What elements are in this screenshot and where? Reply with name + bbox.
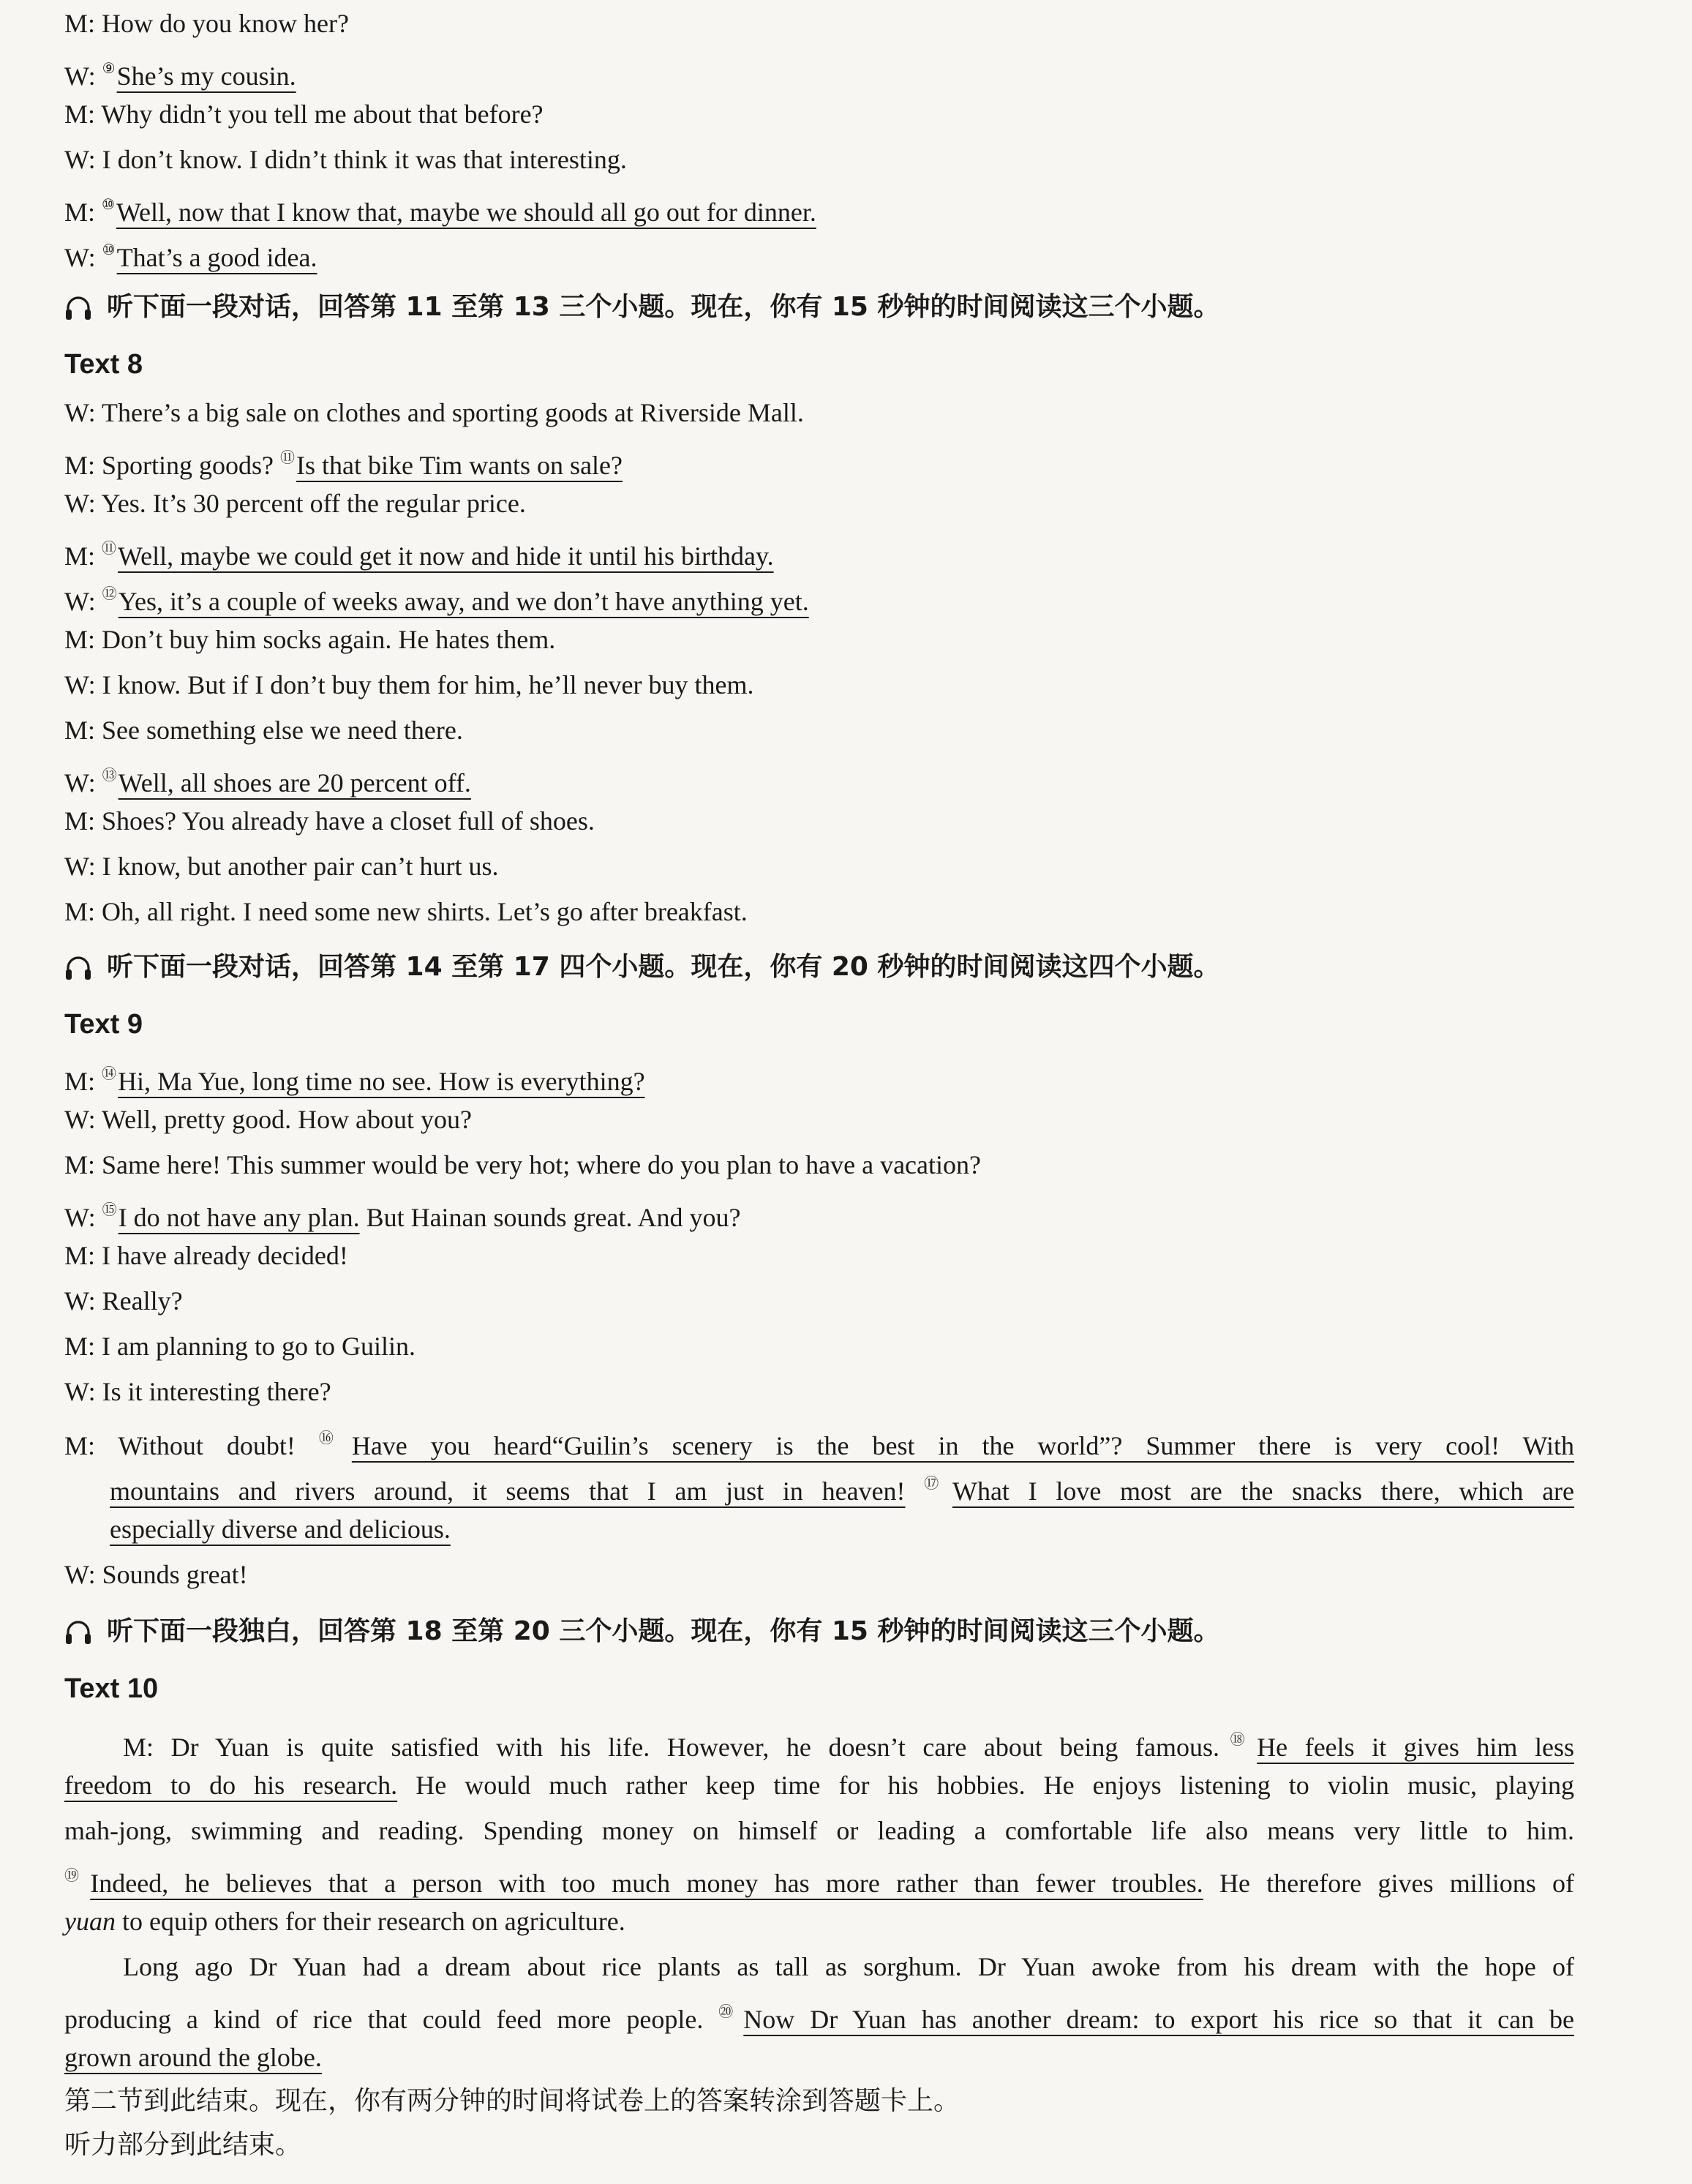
underlined-answer: Now Dr Yuan has another dream: to export his rice so that it can be bbox=[743, 2005, 1575, 2034]
answer-marker: ⑲ bbox=[64, 1868, 89, 1884]
underlined-answer: freedom to do his research. bbox=[64, 1771, 398, 1800]
dialogue-line: M: Why didn’t you tell me about that before? bbox=[64, 100, 544, 129]
dialogue-line: M: How do you know her? bbox=[64, 9, 349, 38]
monologue-line: Long ago Dr Yuan had a dream about rice plants as tall as sorghum. Dr Yuan awoke from his dream with the hope of bbox=[123, 1952, 1574, 1981]
answer-marker: ⑫ bbox=[102, 586, 117, 602]
answer-marker: ⑪ bbox=[280, 450, 296, 466]
listening-end-note: 听力部分到此结束。 bbox=[64, 2130, 302, 2160]
underlined-answer: He feels it gives him less bbox=[1257, 1733, 1574, 1762]
underlined-answer: What I love most are the snacks there, which are bbox=[952, 1476, 1575, 1506]
dialogue-line: W: There’s a big sale on clothes and sporting goods at Riverside Mall. bbox=[64, 398, 804, 427]
answer-marker: ⑩ bbox=[102, 197, 115, 213]
answer-marker: ⑨ bbox=[102, 61, 116, 77]
dialogue-line: M: I have already decided! bbox=[64, 1241, 348, 1270]
dialogue-line: W: ⑮I do not have any plan. But Hainan sounds great. And you? bbox=[64, 1202, 741, 1232]
dialogue-line: M: ⑩Well, now that I know that, maybe we should all go out for dinner. bbox=[64, 197, 816, 227]
underlined-answer: especially diverse and delicious. bbox=[110, 1515, 451, 1544]
answer-marker: ⑩ bbox=[102, 242, 116, 258]
dialogue-line: M: Same here! This summer would be very hot; where do you plan to have a vacation? bbox=[64, 1150, 981, 1179]
dialogue-line: M: ⑭Hi, Ma Yue, long time no see. How is everything? bbox=[64, 1066, 645, 1096]
answer-marker: ⑱ bbox=[1219, 1732, 1256, 1748]
dialogue-line: W: I don’t know. I didn’t think it was that interesting. bbox=[64, 145, 627, 174]
answer-marker: ⑯ bbox=[318, 1430, 350, 1446]
underlined-answer: grown around the globe. bbox=[64, 2043, 322, 2072]
monologue-line bbox=[64, 2041, 322, 2074]
underlined-answer: Is that bike Tim wants on sale? bbox=[296, 451, 623, 480]
dialogue-line: W: Sounds great! bbox=[64, 1560, 248, 1589]
monologue-line: mah-jong, swimming and reading. Spending money on himself or leading a comfortable life also means very little to him. bbox=[64, 1816, 1574, 1845]
dialogue-line: W: Yes. It’s 30 percent off the regular price. bbox=[64, 489, 526, 518]
dialogue-line: M: Sporting goods? ⑪Is that bike Tim wants on sale? bbox=[64, 450, 623, 480]
dialogue-line-continued bbox=[110, 1513, 451, 1545]
underlined-answer: Yes, it’s a couple of weeks away, and we don’t have anything yet. bbox=[118, 587, 809, 616]
dialogue-line-continued bbox=[110, 1468, 1574, 1507]
dialogue-line: M: Oh, all right. I need some new shirts. Let’s go after breakfast. bbox=[64, 897, 748, 926]
answer-marker: ⑬ bbox=[102, 768, 117, 784]
monologue-line: M: Dr Yuan is quite satisfied with his life. However, he doesn’t care about being famous.⑱He feels it gives him less bbox=[123, 1732, 1574, 1762]
dialogue-line: W: I know, but another pair can’t hurt us. bbox=[64, 852, 499, 881]
underlined-answer: Well, all shoes are 20 percent off. bbox=[118, 768, 471, 798]
dialogue-line: W: ⑬Well, all shoes are 20 percent off. bbox=[64, 768, 471, 798]
answer-marker: ⑳ bbox=[718, 2004, 742, 2020]
listening-instruction: 听下面一段独白，回答第 18 至第 20 三个小题。现在，你有 15 秒钟的时间阅读这三个小题。 bbox=[64, 1616, 1220, 1648]
underlined-answer: Have you heard“Guilin’s scenery is the best in the world”? Summer there is very cool! With bbox=[351, 1431, 1574, 1460]
headphone-icon bbox=[64, 294, 92, 322]
monologue-line: ⑲Indeed, he believes that a person with too much money has more rather than fewer troubles. He therefore gives millions of bbox=[64, 1868, 1574, 1898]
section-end-note: 第二节到此结束。现在，你有两分钟的时间将试卷上的答案转涂到答题卡上。 bbox=[64, 2086, 960, 2116]
dialogue-line: M: See something else we need there. bbox=[64, 716, 463, 745]
dialogue-line: W: Really? bbox=[64, 1286, 183, 1316]
section-heading: Text 8 bbox=[64, 349, 143, 380]
underlined-answer: Well, now that I know that, maybe we should all go out for dinner. bbox=[116, 198, 816, 227]
underlined-answer: That’s a good idea. bbox=[116, 243, 317, 272]
underlined-answer: mountains and rivers around, it seems that I am just in heaven! bbox=[110, 1476, 906, 1506]
answer-marker: ⑮ bbox=[102, 1202, 117, 1218]
section-heading: Text 9 bbox=[64, 1009, 143, 1040]
answer-marker: ⑭ bbox=[102, 1066, 117, 1082]
answer-marker: ⑰ bbox=[924, 1476, 951, 1492]
dialogue-line: W: Is it interesting there? bbox=[64, 1377, 331, 1406]
monologue-line: producing a kind of rice that could feed more people. ⑳Now Dr Yuan has another dream: to export his rice so that it can be bbox=[64, 2004, 1575, 2034]
headphone-icon bbox=[64, 1618, 92, 1646]
headphone-icon bbox=[64, 954, 92, 982]
dialogue-line: W: ⑫Yes, it’s a couple of weeks away, and we don’t have anything yet. bbox=[64, 586, 809, 616]
dialogue-line: W: ⑩That’s a good idea. bbox=[64, 242, 317, 272]
underlined-answer: Indeed, he believes that a person with too much money has more rather than fewer troubles. bbox=[90, 1869, 1203, 1898]
dialogue-line: M: Shoes? You already have a closet full of shoes. bbox=[64, 806, 595, 836]
underlined-answer: I do not have any plan. bbox=[118, 1203, 360, 1232]
monologue-line: yuan to equip others for their research on agriculture. bbox=[64, 1907, 625, 1936]
listening-instruction: 听下面一段对话，回答第 11 至第 13 三个小题。现在，你有 15 秒钟的时间阅读这三个小题。 bbox=[64, 291, 1220, 323]
dialogue-line: M: I am planning to go to Guilin. bbox=[64, 1332, 416, 1361]
listening-instruction: 听下面一段对话，回答第 14 至第 17 四个小题。现在，你有 20 秒钟的时间阅读这四个小题。 bbox=[64, 951, 1220, 983]
monologue-line: freedom to do his research. He would much rather keep time for his hobbies. He enjoys listening to violin music, playing bbox=[64, 1771, 1574, 1800]
dialogue-line: M: Don’t buy him socks again. He hates them. bbox=[64, 625, 556, 654]
underlined-answer: She’s my cousin. bbox=[116, 61, 296, 91]
dialogue-line: W: I know. But if I don’t buy them for him, he’ll never buy them. bbox=[64, 670, 754, 699]
dialogue-line: M: ⑪Well, maybe we could get it now and hide it until his birthday. bbox=[64, 541, 774, 571]
dialogue-line: W: ⑨She’s my cousin. bbox=[64, 61, 296, 91]
dialogue-line: W: Well, pretty good. How about you? bbox=[64, 1105, 473, 1134]
answer-marker: ⑪ bbox=[102, 541, 117, 557]
dialogue-line: M: Without doubt! ⑯Have you heard“Guilin’s scenery is the best in the world”? Summer there is very cool! With bbox=[64, 1430, 1574, 1460]
underlined-answer: Well, maybe we could get it now and hide it until his birthday. bbox=[118, 541, 774, 571]
underlined-answer: Hi, Ma Yue, long time no see. How is everything? bbox=[118, 1067, 645, 1096]
section-heading: Text 10 bbox=[64, 1673, 159, 1704]
